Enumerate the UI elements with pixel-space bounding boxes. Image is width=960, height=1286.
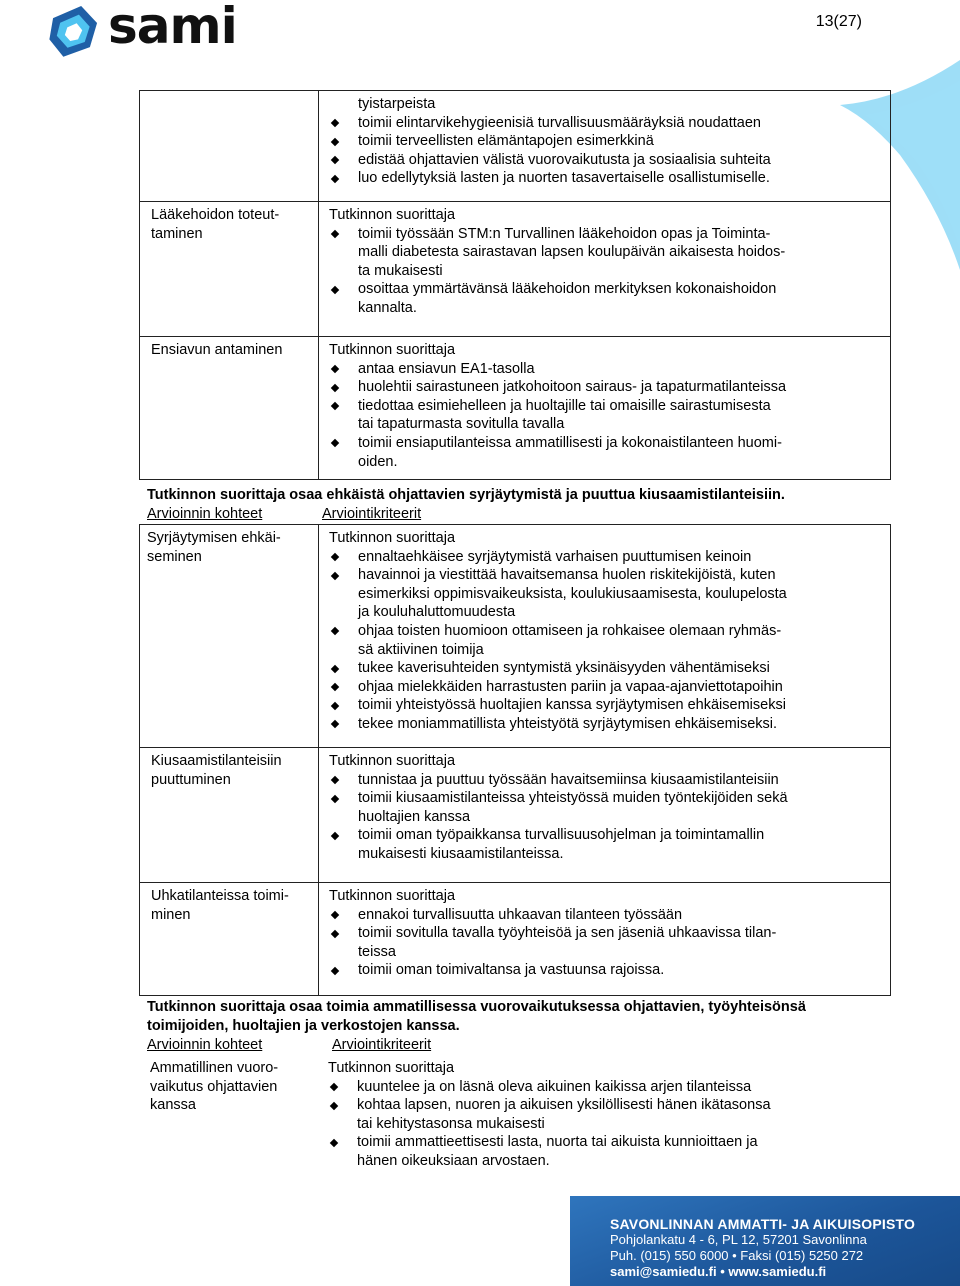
footer-school: SAVONLINNAN AMMATTI- JA AIKUISOPISTO bbox=[610, 1216, 916, 1232]
criteria-bullet: toimii yhteistyössä huoltajien kanssa syrjäytymisen ehkäisemiseksi bbox=[329, 696, 884, 715]
bullet-icon bbox=[329, 664, 341, 673]
table-row bbox=[140, 336, 890, 479]
bullet-icon bbox=[329, 402, 341, 411]
row-label: Kiusaamistilanteisiin puuttuminen bbox=[140, 748, 319, 882]
table-row bbox=[140, 91, 890, 201]
page-header bbox=[0, 0, 960, 80]
criteria-head: Tutkinnon suorittaja bbox=[329, 888, 456, 904]
criteria-head: Tutkinnon suorittaja bbox=[329, 207, 456, 223]
row-label: Ensiavun antaminen bbox=[140, 337, 319, 479]
bullet-icon bbox=[329, 553, 341, 562]
criteria-table-1 bbox=[139, 90, 891, 480]
column-labels bbox=[147, 1036, 887, 1055]
criteria-bullet: toimii oman työpaikkansa turvallisuusohjelman ja toimintamallin mukaisesti kiusaamistilanteissa. bbox=[329, 826, 884, 863]
table-row bbox=[140, 882, 890, 995]
section-heading: Tutkinnon suorittaja osaa ehkäistä ohjattavien syrjäytymistä ja puuttua kiusaamistilanteisiin. bbox=[147, 487, 785, 503]
criteria-head: Tutkinnon suorittaja bbox=[329, 753, 456, 769]
brand-name: sami bbox=[108, 0, 237, 55]
row-criteria bbox=[319, 883, 890, 995]
table-row bbox=[140, 201, 890, 336]
criteria-head: Tutkinnon suorittaja bbox=[328, 1060, 455, 1076]
bullet-icon bbox=[329, 627, 341, 636]
bullet-icon bbox=[329, 701, 341, 710]
criteria-bullet: toimii elintarvikehygieenisiä turvallisuusmääräyksiä noudattaen bbox=[329, 114, 884, 133]
row-label: Ammatillinen vuoro- vaikutus ohjattavien kanssa bbox=[150, 1060, 279, 1114]
criteria-bullet: toimii ensiaputilanteissa ammatillisesti ja kokonaistilanteen huomi- oiden. bbox=[329, 434, 884, 471]
criteria-bullet: toimii ammattieettisesti lasta, nuorta tai aikuista kunnioittaen ja hänen oikeuksiaan arvostaen. bbox=[328, 1133, 885, 1170]
criteria-text: tyistarpeista bbox=[358, 96, 436, 112]
criteria-bullet: tukee kaverisuhteiden syntymistä yksinäisyyden vähentämiseksi bbox=[329, 659, 884, 678]
bullet-icon bbox=[329, 365, 341, 374]
criteria-bullet: toimii sovitulla tavalla työyhteisöä ja sen jäseniä uhkaavissa tilan- teissa bbox=[329, 924, 884, 961]
bullet-icon bbox=[328, 1138, 340, 1147]
bullet-icon bbox=[329, 156, 341, 165]
criteria-bullet: edistää ohjattavien välistä vuorovaikutusta ja sosiaalisia suhteita bbox=[329, 151, 884, 170]
row-criteria bbox=[318, 1055, 891, 1173]
footer-phone: Puh. (015) 550 6000 • Faksi (015) 5250 272 bbox=[610, 1248, 864, 1263]
col-label-targets: Arvioinnin kohteet bbox=[147, 1037, 263, 1053]
table-row bbox=[140, 525, 890, 747]
col-label-criteria: Arviointikriteerit bbox=[332, 1037, 432, 1053]
footer-web[interactable]: sami@samiedu.fi • www.samiedu.fi bbox=[610, 1264, 827, 1279]
row-label: Lääkehoidon toteut- taminen bbox=[140, 202, 319, 336]
bullet-icon bbox=[329, 119, 341, 128]
bullet-icon bbox=[329, 285, 341, 294]
bullet-icon bbox=[329, 230, 341, 239]
criteria-bullet: toimii oman toimivaltansa ja vastuunsa rajoissa. bbox=[329, 961, 884, 980]
col-label-criteria: Arviointikriteerit bbox=[322, 506, 422, 522]
col-label-targets: Arvioinnin kohteet bbox=[147, 506, 263, 522]
criteria-bullet: antaa ensiavun EA1-tasolla bbox=[329, 360, 884, 379]
footer-address: Pohjolankatu 4 - 6, PL 12, 57201 Savonlinna bbox=[610, 1232, 867, 1247]
bullet-icon bbox=[329, 174, 341, 183]
bullet-icon bbox=[329, 911, 341, 920]
criteria-bullet: ennaltaehkäisee syrjäytymistä varhaisen puuttumisen keinoin bbox=[329, 548, 884, 567]
row-criteria bbox=[319, 91, 890, 201]
row-criteria bbox=[319, 748, 890, 882]
criteria-bullet: tiedottaa esimiehelleen ja huoltajille tai omaisille sairastumisesta tai tapaturmasta sovitulla tavalla bbox=[329, 397, 884, 434]
bullet-icon bbox=[328, 1083, 340, 1092]
criteria-bullet: toimii kiusaamistilanteissa yhteistyössä muiden työntekijöiden sekä huoltajien kanssa bbox=[329, 789, 884, 826]
criteria-bullet: toimii terveellisten elämäntapojen esimerkkinä bbox=[329, 132, 884, 151]
criteria-bullet: havainnoi ja viestittää havaitsemansa huolen riskitekijöistä, kuten esimerkiksi oppimisvaikeuksista, koulukiusaamisesta, koulupelosta ja kouluhaluttomuudesta bbox=[329, 566, 884, 622]
criteria-bullet: luo edellytyksiä lasten ja nuorten tasavertaiselle osallistumiselle. bbox=[329, 169, 884, 188]
criteria-bullet: kohtaa lapsen, nuoren ja aikuisen yksilöllisesti hänen ikätasonsa tai kehitystasonsa mukaisesti bbox=[328, 1096, 885, 1133]
row-label: Uhkatilanteissa toimi- minen bbox=[140, 883, 319, 995]
criteria-bullet: tunnistaa ja puuttuu työssään havaitsemiinsa kiusaamistilanteisiin bbox=[329, 771, 884, 790]
criteria-bullet: ohjaa mielekkäiden harrastusten pariin ja vapaa-ajanviettotapoihin bbox=[329, 678, 884, 697]
bullet-icon bbox=[328, 1101, 340, 1110]
bullet-icon bbox=[329, 683, 341, 692]
bullet-icon bbox=[329, 571, 341, 580]
bullet-icon bbox=[329, 720, 341, 729]
criteria-bullet: toimii työssään STM:n Turvallinen lääkehoidon opas ja Toiminta- malli diabetesta sairastavan lapsen koulupäivän aikaisesta hoidos- ta mukaisesti bbox=[329, 225, 884, 281]
criteria-table-3 bbox=[139, 1055, 891, 1173]
bullet-icon bbox=[329, 794, 341, 803]
row-label: Syrjäytymisen ehkäi- seminen bbox=[140, 525, 319, 747]
bullet-icon bbox=[329, 831, 341, 840]
page-footer bbox=[570, 1196, 960, 1286]
table-row bbox=[139, 1055, 891, 1173]
column-labels bbox=[147, 505, 887, 524]
page-number: 13(27) bbox=[815, 13, 862, 30]
bullet-icon bbox=[329, 966, 341, 975]
row-criteria bbox=[319, 202, 890, 336]
row-label bbox=[140, 91, 319, 201]
table-row bbox=[140, 747, 890, 882]
criteria-bullet: ohjaa toisten huomioon ottamiseen ja rohkaisee olemaan ryhmäs- sä aktiivinen toimija bbox=[329, 622, 884, 659]
bullet-icon bbox=[329, 137, 341, 146]
bullet-icon bbox=[329, 383, 341, 392]
bullet-icon bbox=[329, 439, 341, 448]
sami-logo bbox=[44, 2, 254, 58]
row-criteria bbox=[319, 525, 890, 747]
criteria-bullet: kuuntelee ja on läsnä oleva aikuinen kaikissa arjen tilanteissa bbox=[328, 1078, 885, 1097]
row-criteria bbox=[319, 337, 890, 479]
criteria-table-2 bbox=[139, 524, 891, 996]
criteria-bullet: osoittaa ymmärtävänsä lääkehoidon merkityksen kokonaishoidon kannalta. bbox=[329, 280, 884, 317]
section-heading: Tutkinnon suorittaja osaa toimia ammatillisessa vuorovaikutuksessa ohjattavien, työyhteisönsä toimijoiden, huoltajien ja verkostojen kanssa. bbox=[147, 999, 806, 1034]
criteria-head: Tutkinnon suorittaja bbox=[329, 342, 456, 358]
criteria-bullet: tekee moniammatillista yhteistyötä syrjäytymisen ehkäisemiseksi. bbox=[329, 715, 884, 734]
criteria-bullet: ennakoi turvallisuutta uhkaavan tilanteen työssään bbox=[329, 906, 884, 925]
criteria-head: Tutkinnon suorittaja bbox=[329, 530, 456, 546]
bullet-icon bbox=[329, 929, 341, 938]
bullet-icon bbox=[329, 776, 341, 785]
criteria-bullet: huolehtii sairastuneen jatkohoitoon sairaus- ja tapaturmatilanteissa bbox=[329, 378, 884, 397]
